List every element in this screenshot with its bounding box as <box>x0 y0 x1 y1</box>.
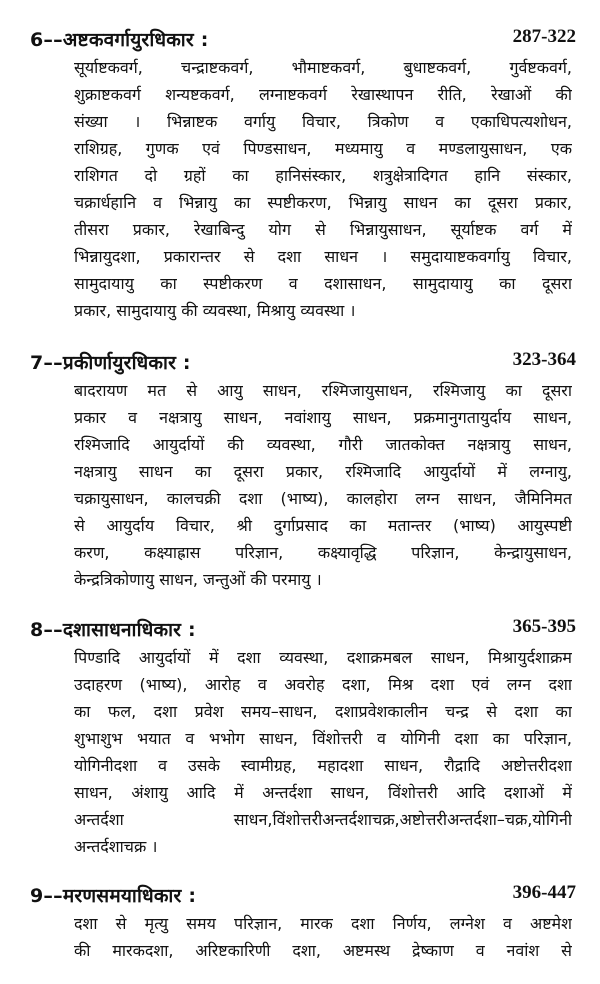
contents-line: सामुदायायु का स्पष्टीकरण व दशासाधन, सामुदायायु का दूसरा <box>74 274 572 293</box>
chapter-contents <box>74 644 572 860</box>
chapter-page-range: 365-395 <box>512 616 576 637</box>
contents-line: पिण्डादि आयुर्दायों में दशा व्यवस्था, दशाक्रमबल साधन, मिश्रायुर्दशाक्रम <box>74 648 572 667</box>
contents-line: उदाहरण (भाष्य), आरोह व अवरोह दशा, मिश्र दशा एवं लग्न दशा <box>74 675 572 694</box>
contents-line: से आयुर्दाय विचार, श्री दुर्गाप्रसाद का मतान्तर (भाष्य) आयुस्पष्टी <box>74 516 572 535</box>
contents-line: चक्रायुसाधन, कालचक्री दशा (भाष्य), कालहोरा लग्न साधन, जैमिनिमत <box>74 489 572 508</box>
contents-line: शुक्राष्टकवर्ग शन्यष्टकवर्ग, लग्नाष्टकवर्ग रेखास्थापन रीति, रेखाओं की <box>74 85 572 104</box>
chapter-section-9 <box>0 878 600 964</box>
contents-line: राशिग्रह, गुणक एवं पिण्डसाधन, मध्यमायु व मण्डलायुसाधन, एक <box>74 139 572 158</box>
chapter-title: 9––मरणसमयाधिकार : <box>30 885 197 907</box>
contents-line: करण, कक्ष्याह्रास परिज्ञान, कक्ष्यावृद्धि परिज्ञान, केन्द्रायुसाधन, <box>74 543 572 562</box>
chapter-section-8 <box>0 612 600 860</box>
contents-line: नक्षत्रायु साधन का दूसरा प्रकार, रश्मिजादि आयुर्दायों में लग्नायु, <box>74 462 572 481</box>
contents-line: प्रकार, सामुदायायु की व्यवस्था, मिश्रायु व्यवस्था । <box>74 301 356 320</box>
contents-line: प्रकार व नक्षत्रायु साधन, नवांशायु साधन, प्रक्रमानुगतायुर्दाय साधन, <box>74 408 572 427</box>
contents-line: रश्मिजादि आयुर्दायों की व्यवस्था, गौरी जातकोक्त नक्षत्रायु साधन, <box>74 435 572 454</box>
contents-line: अन्तर्दशा साधन,विंशोत्तरीअन्तर्दशाचक्र,अष्टोत्तरीअन्तर्दशा–चक्र,योगिनी <box>74 810 572 829</box>
chapter-contents <box>74 910 572 964</box>
chapter-title: 8––दशासाधनाधिकार : <box>30 619 196 641</box>
contents-line: चक्रार्धहानि व भिन्नायु का स्पष्टीकरण, भिन्नायु साधन का दूसरा प्रकार, <box>74 193 572 212</box>
chapter-title: 7––प्रकीर्णायुरधिकार : <box>30 352 191 374</box>
contents-line: भिन्नायुदशा, प्रकारान्तर से दशा साधन । समुदायाष्टकवर्गायु विचार, <box>74 247 572 266</box>
chapter-title: 6––अष्टकवर्गायुरधिकार : <box>30 29 209 51</box>
chapter-heading <box>0 345 600 377</box>
contents-line: अन्तर्दशाचक्र । <box>74 837 158 856</box>
contents-line: बादरायण मत से आयु साधन, रश्मिजायुसाधन, रश्मिजायु का दूसरा <box>74 381 572 400</box>
contents-line: का फल, दशा प्रवेश समय–साधन, दशाप्रवेशकालीन चन्द्र से दशा का <box>74 702 572 721</box>
chapter-contents <box>74 377 572 593</box>
chapter-heading <box>0 22 600 54</box>
contents-line: साधन, अंशायु आदि में अन्तर्दशा साधन, विंशोत्तरी आदि दशाओं में <box>74 783 572 802</box>
contents-line: दशा से मृत्यु समय परिज्ञान, मारक दशा निर्णय, लग्नेश व अष्टमेश <box>74 914 572 933</box>
chapter-page-range: 323-364 <box>512 349 576 370</box>
contents-line: योगिनीदशा व उसके स्वामीग्रह, महादशा साधन, रौद्रादि अष्टोत्तरीदशा <box>74 756 572 775</box>
contents-line: राशिगत दो ग्रहों का हानिसंस्कार, शत्रुक्षेत्रादिगत हानि संस्कार, <box>74 166 572 185</box>
contents-line: सूर्याष्टकवर्ग, चन्द्राष्टकवर्ग, भौमाष्टकवर्ग, बुधाष्टकवर्ग, गुर्वष्टकवर्ग, <box>74 58 572 77</box>
contents-line: शुभाशुभ भयात व भभोग साधन, विंशोत्तरी व योगिनी दशा का परिज्ञान, <box>74 729 572 748</box>
chapter-contents <box>74 54 572 324</box>
contents-line: संख्या । भिन्नाष्टक वर्गायु विचार, त्रिकोण व एकाधिपत्यशोधन, <box>74 112 572 131</box>
contents-line: की मारकदशा, अरिष्टकारिणी दशा, अष्टमस्थ द्रेष्काण व नवांश से <box>74 941 572 960</box>
contents-line: केन्द्रत्रिकोणायु साधन, जन्तुओं की परमायु । <box>74 570 322 589</box>
chapter-section-6 <box>0 22 600 324</box>
chapter-heading <box>0 612 600 644</box>
chapter-page-range: 287-322 <box>512 26 576 47</box>
chapter-heading <box>0 878 600 910</box>
chapter-section-7 <box>0 345 600 593</box>
contents-line: तीसरा प्रकार, रेखाबिन्दु योग से भिन्नायुसाधन, सूर्याष्टक वर्ग में <box>74 220 572 239</box>
chapter-page-range: 396-447 <box>512 882 576 903</box>
